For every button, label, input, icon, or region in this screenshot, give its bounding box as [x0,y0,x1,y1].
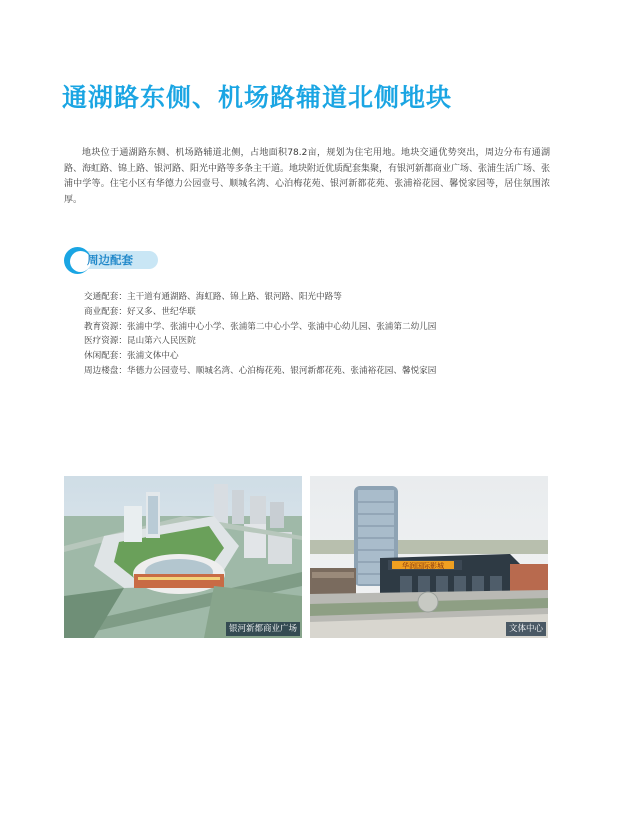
facility-item-commerce: 商业配套：好又多、世纪华联 [84,306,196,317]
section-title: 周边配套 [87,253,133,267]
facility-item-residential: 周边楼盘：华德力公园壹号、顺城名湾、心泊梅花苑、银河新都花苑、张浦裕花园、馨悦家园 [84,365,437,376]
facilities-list [84,290,436,379]
facility-item-leisure: 休闲配套：张浦文体中心 [84,351,179,362]
facility-item-transport: 交通配套：主干道有通湖路、海虹路、锦上路、银河路、阳光中路等 [84,292,342,302]
photo-caption: 文体中心 [506,622,546,636]
culture-center-illustration [310,476,548,638]
cinema-sign: 华润国际影城 [402,562,444,570]
photo-culture-center [310,476,548,638]
photo-caption: 银河新都商业广场 [226,622,300,636]
photo-shopping-mall [64,476,302,638]
facility-item-education: 教育资源：张浦中学、张浦中心小学、张浦第二中心小学、张浦中心幼儿园、张浦第二幼儿园 [84,321,437,332]
mall-illustration [64,476,302,638]
page-title: 通湖路东侧、机场路辅道北侧地块 [62,83,453,112]
section-badge [64,247,158,274]
facility-item-medical: 医疗资源：昆山第六人民医院 [84,336,196,347]
intro-paragraph: 地块位于通湖路东侧、机场路辅道北侧，占地面积78.2亩，规划为住宅用地。地块交通优势突出，周边分布有通湖路、海虹路、锦上路、银河路、阳光中路等多条主干道。地块附近优质配套集聚，有银河新都商业广场、张浦生活广场、张浦中学等。住宅小区有华德力公园壹号、顺城名湾、心泊梅花苑、银河新都花苑、张浦裕花园、馨悦家园等，居住氛围浓厚。 [64,148,551,205]
